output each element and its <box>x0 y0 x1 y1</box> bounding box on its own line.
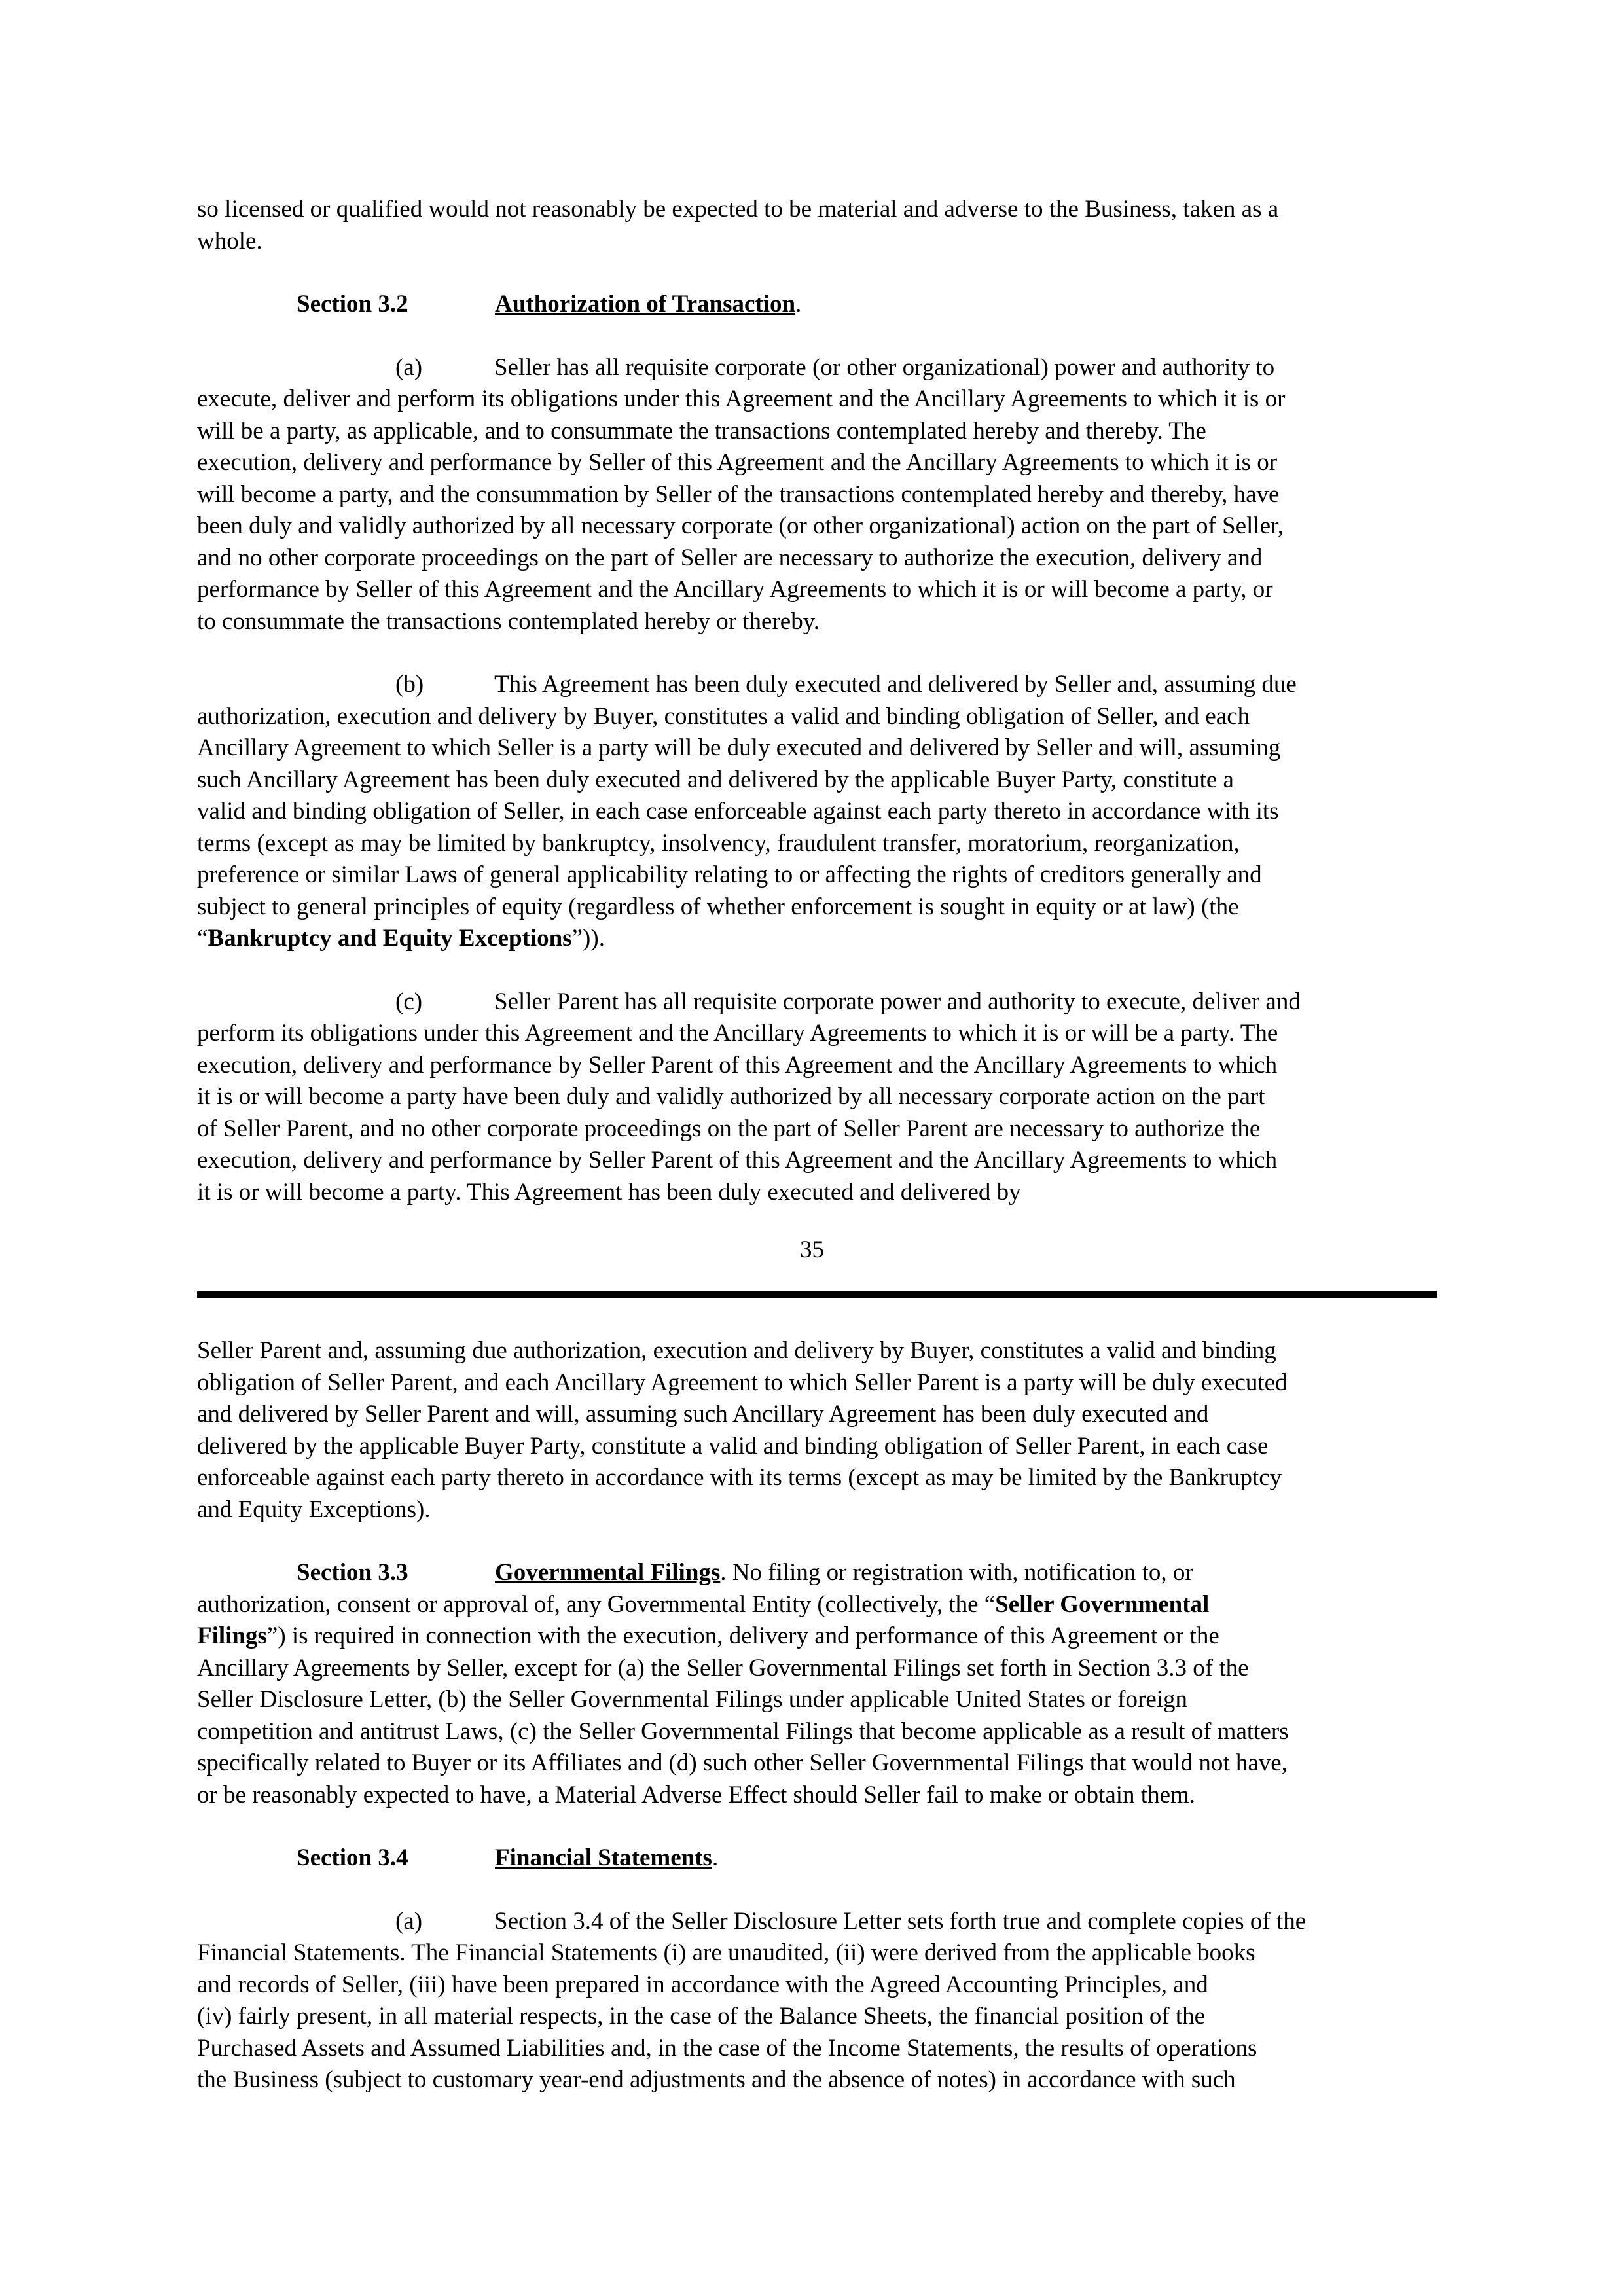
section-3-2-heading <box>197 289 1437 321</box>
paragraph-line: and delivered by Seller Parent and will, assuming such Ancillary Agreement has been duly executed and <box>197 1401 1209 1427</box>
paragraph-line: will be a party, as applicable, and to consummate the transactions contemplated hereby and thereby. The <box>197 417 1206 444</box>
paragraph-line: valid and binding obligation of Seller, in each case enforceable against each party thereto in accordance with its <box>197 798 1279 825</box>
paragraph-line: been duly and validly authorized by all necessary corporate (or other organizational) action on the part of Seller, <box>197 512 1284 539</box>
page-divider <box>197 1291 1437 1298</box>
section-title-trail: . No filing or registration with, notification to, or <box>720 1559 1193 1586</box>
paragraph-line: of Seller Parent, and no other corporate proceedings on the part of Seller Parent are necessary to authorize the <box>197 1115 1261 1142</box>
section-title-trail: . <box>795 291 802 317</box>
paragraph-line: it is or will become a party have been duly and validly authorized by all necessary corporate action on the part <box>197 1083 1265 1110</box>
intro-line: so licensed or qualified would not reasonably be expected to be material and adverse to the Business, taken as a <box>197 196 1279 223</box>
section-title: Governmental Filings <box>495 1559 721 1586</box>
paragraph-c-first-line <box>197 986 1437 1018</box>
paragraph-label: (c) <box>395 988 423 1015</box>
paragraph-a-first-line <box>197 352 1437 384</box>
paragraph-label: (b) <box>395 671 424 698</box>
paragraph-line: and Equity Exceptions). <box>197 1496 431 1523</box>
paragraph-line: Financial Statements. The Financial Statements (i) are unaudited, (ii) were derived from the applicable books <box>197 1939 1255 1966</box>
paragraph-b-first-line <box>197 669 1437 701</box>
section-number: Section 3.4 <box>297 1844 408 1871</box>
section-title: Authorization of Transaction <box>495 291 796 317</box>
paragraph-line: execute, deliver and perform its obligations under this Agreement and the Ancillary Agreements to which it is or <box>197 386 1286 412</box>
paragraph-line: Seller Disclosure Letter, (b) the Seller Governmental Filings under applicable United States or foreign <box>197 1686 1188 1713</box>
page-35-body <box>197 194 1437 1208</box>
paragraph-3-4-a-first-line <box>197 1906 1437 1938</box>
paragraph-line: Ancillary Agreements by Seller, except for (a) the Seller Governmental Filings set forth in Section 3.3 of the <box>197 1654 1249 1681</box>
paragraph-line: Seller Parent and, assuming due authorization, execution and delivery by Buyer, constitutes a valid and binding <box>197 1337 1276 1364</box>
page-number: 35 <box>800 1236 824 1263</box>
paragraph-line: delivered by the applicable Buyer Party, constitute a valid and binding obligation of Seller Parent, in each case <box>197 1432 1269 1460</box>
paragraph-text: Seller has all requisite corporate (or other organizational) power and authority to <box>494 353 1275 381</box>
defined-term: Seller Governmental <box>995 1590 1210 1618</box>
paragraph-b-last-line <box>197 923 1437 955</box>
paragraph-text: Seller Parent has all requisite corporate power and authority to execute, deliver and <box>494 988 1301 1015</box>
paragraph-line: such Ancillary Agreement has been duly executed and delivered by the applicable Buyer Party, constitute a <box>197 766 1234 793</box>
paragraph-text: ”) is required in connection with the execution, delivery and performance of this Agreement or the <box>266 1623 1219 1649</box>
paragraph-line: the Business (subject to customary year-end adjustments and the absence of notes) in accordance with such <box>197 2066 1236 2093</box>
paragraph-line <box>197 1589 1437 1621</box>
paragraph-line <box>197 1621 1437 1653</box>
section-number: Section 3.3 <box>297 1559 408 1586</box>
quote-close: ”)). <box>571 925 605 952</box>
paragraph-text: Section 3.4 of the Seller Disclosure Letter sets forth true and complete copies of the <box>494 1907 1307 1935</box>
paragraph-line: execution, delivery and performance by Seller of this Agreement and the Ancillary Agreements to which it is or <box>197 449 1278 476</box>
paragraph-line: and records of Seller, (iii) have been prepared in accordance with the Agreed Accounting Principles, and <box>197 1971 1208 1998</box>
section-3-4-heading <box>197 1842 1437 1874</box>
section-3-3-heading <box>197 1557 1437 1589</box>
section-title: Financial Statements <box>495 1844 712 1871</box>
section-number: Section 3.2 <box>297 291 408 317</box>
paragraph-line: authorization, execution and delivery by Buyer, constitutes a valid and binding obligation of Seller, and each <box>197 702 1250 730</box>
paragraph-line: (iv) fairly present, in all material respects, in the case of the Balance Sheets, the financial position of the <box>197 2003 1206 2030</box>
paragraph-line: it is or will become a party. This Agreement has been duly executed and delivered by <box>197 1178 1021 1206</box>
section-title-trail: . <box>712 1844 719 1871</box>
defined-term: Bankruptcy and Equity Exceptions <box>208 925 572 952</box>
paragraph-line: to consummate the transactions contemplated hereby or thereby. <box>197 607 820 635</box>
paragraph-line: enforceable against each party thereto in accordance with its terms (except as may be limited by the Bankruptcy <box>197 1464 1282 1491</box>
paragraph-text: This Agreement has been duly executed and delivered by Seller and, assuming due <box>494 671 1297 698</box>
defined-term: Filings <box>197 1623 267 1649</box>
intro-line: whole. <box>197 227 262 255</box>
paragraph-label: (a) <box>395 353 423 381</box>
paragraph-line: preference or similar Laws of general applicability relating to or affecting the rights of creditors generally and <box>197 861 1262 888</box>
paragraph-line: execution, delivery and performance by Seller Parent of this Agreement and the Ancillary Agreements to which <box>197 1051 1278 1079</box>
page-36-body <box>197 1335 1437 2096</box>
paragraph-line: competition and antitrust Laws, (c) the Seller Governmental Filings that become applicable as a result of matters <box>197 1717 1289 1745</box>
paragraph-line: Ancillary Agreement to which Seller is a party will be duly executed and delivered by Seller and will, assuming <box>197 734 1281 761</box>
quote-open: “ <box>197 925 208 952</box>
paragraph-line: or be reasonably expected to have, a Material Adverse Effect should Seller fail to make or obtain them. <box>197 1781 1196 1808</box>
paragraph-line: and no other corporate proceedings on the part of Seller are necessary to authorize the execution, delivery and <box>197 544 1263 571</box>
paragraph-line: terms (except as may be limited by bankruptcy, insolvency, fraudulent transfer, moratorium, reorganization, <box>197 829 1240 857</box>
paragraph-line: obligation of Seller Parent, and each Ancillary Agreement to which Seller Parent is a party will be duly executed <box>197 1369 1288 1396</box>
paragraph-line: Purchased Assets and Assumed Liabilities and, in the case of the Income Statements, the results of operations <box>197 2034 1257 2062</box>
paragraph-line: specifically related to Buyer or its Affiliates and (d) such other Seller Governmental Filings that would not have, <box>197 1749 1288 1776</box>
paragraph-text: authorization, consent or approval of, any Governmental Entity (collectively, the “ <box>197 1590 996 1618</box>
paragraph-line: subject to general principles of equity (regardless of whether enforcement is sought in equity or at law) (the <box>197 893 1239 920</box>
paragraph-line: performance by Seller of this Agreement and the Ancillary Agreements to which it is or will become a party, or <box>197 576 1273 603</box>
paragraph-line: execution, delivery and performance by Seller Parent of this Agreement and the Ancillary Agreements to which <box>197 1147 1278 1174</box>
paragraph-line: will become a party, and the consummation by Seller of the transactions contemplated hereby and thereby, have <box>197 480 1280 508</box>
paragraph-label: (a) <box>395 1907 423 1935</box>
paragraph-line: perform its obligations under this Agreement and the Ancillary Agreements to which it is or will be a party. The <box>197 1020 1278 1047</box>
